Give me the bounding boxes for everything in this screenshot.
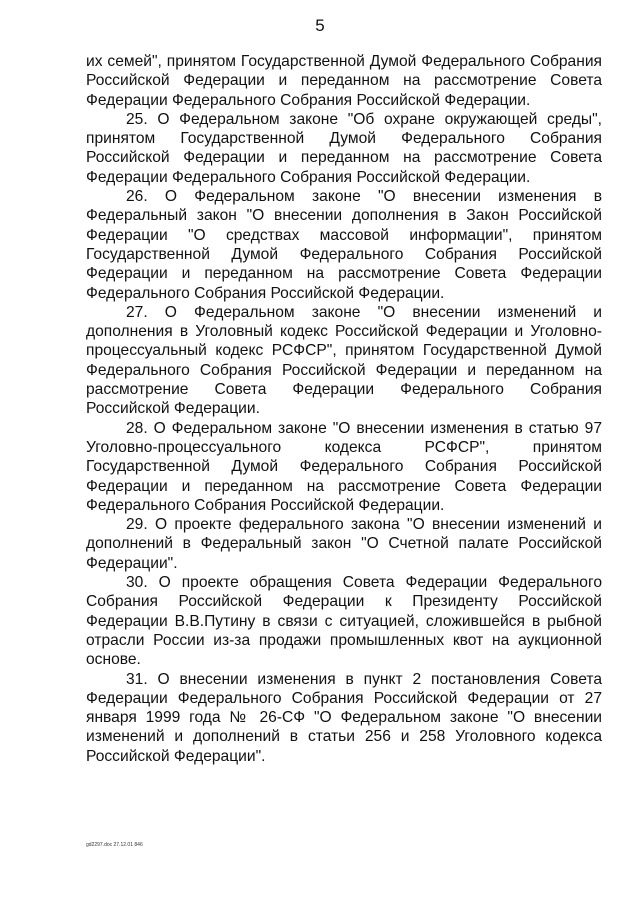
paragraph-item-29: 29. О проекте федерального закона "О внесении изменений и дополнений в Федеральный закон "О Счетной палате Российской Федерации". (86, 516, 602, 572)
paragraph-item-27: 27. О Федеральном законе "О внесении изменений и дополнения в Уголовный кодекс Российской Федерации и Уголовно-процессуальный кодекс РСФСР", принятом Государственной Думой Федерального Собрания Российской Федерации и переданном на рассмотрение Совета Федерации Федерального Собрания Российской Федерации. (86, 303, 602, 418)
paragraph-continuation: их семей", принятом Государственной Думой Федерального Собрания Российской Федерации и переданном на рассмотрение Совета Федерации Федерального Собрания Российской Федерации. (86, 53, 602, 109)
paragraph-item-28: 28. О Федеральном законе "О внесении изменения в статью 97 Уголовно-процессуального кодекса РСФСР", принятом Государственной Думой Федерального Собрания Российской Федерации и переданном на рассмотрение Совета Федерации Федерального Собрания Российской Федерации. (86, 419, 602, 514)
paragraph-item-31: 31. О внесении изменения в пункт 2 постановления Совета Федерации Федерального Собрания Российской Федерации от 27 января 1999 года № 26-СФ "О Федеральном законе "О внесении изменений и дополнений в статьи 256 и 258 Уголовного кодекса Российской Федерации". (86, 670, 602, 765)
paragraph-item-26: 26. О Федеральном законе "О внесении изменения в Федеральный закон "О внесении дополнения в Закон Российской Федерации "О средствах массовой информации", принятом Государственной Думой Федерального Собрания Российской Федерации и переданном на рассмотрение Совета Федерации Федерального Собрания Российской Федерации. (86, 188, 602, 302)
document-footer: gd2297.doc 27.12.01 846 (86, 842, 143, 848)
page-number: 5 (315, 16, 325, 35)
paragraph-item-25: 25. О Федеральном законе "Об охране окружающей среды", принятом Государственной Думой Федерального Собрания Российской Федерации и переданном на рассмотрение Совета Федерации Федерального Собрания Российской Федерации. (86, 110, 602, 186)
paragraph-item-30: 30. О проекте обращения Совета Федерации Федерального Собрания Российской Федерации к Президенту Российской Федерации В.В.Путину в связи с ситуацией, сложившейся в рыбной отрасли России из-за продажи промышленных квот на аукционной основе. (86, 574, 602, 669)
